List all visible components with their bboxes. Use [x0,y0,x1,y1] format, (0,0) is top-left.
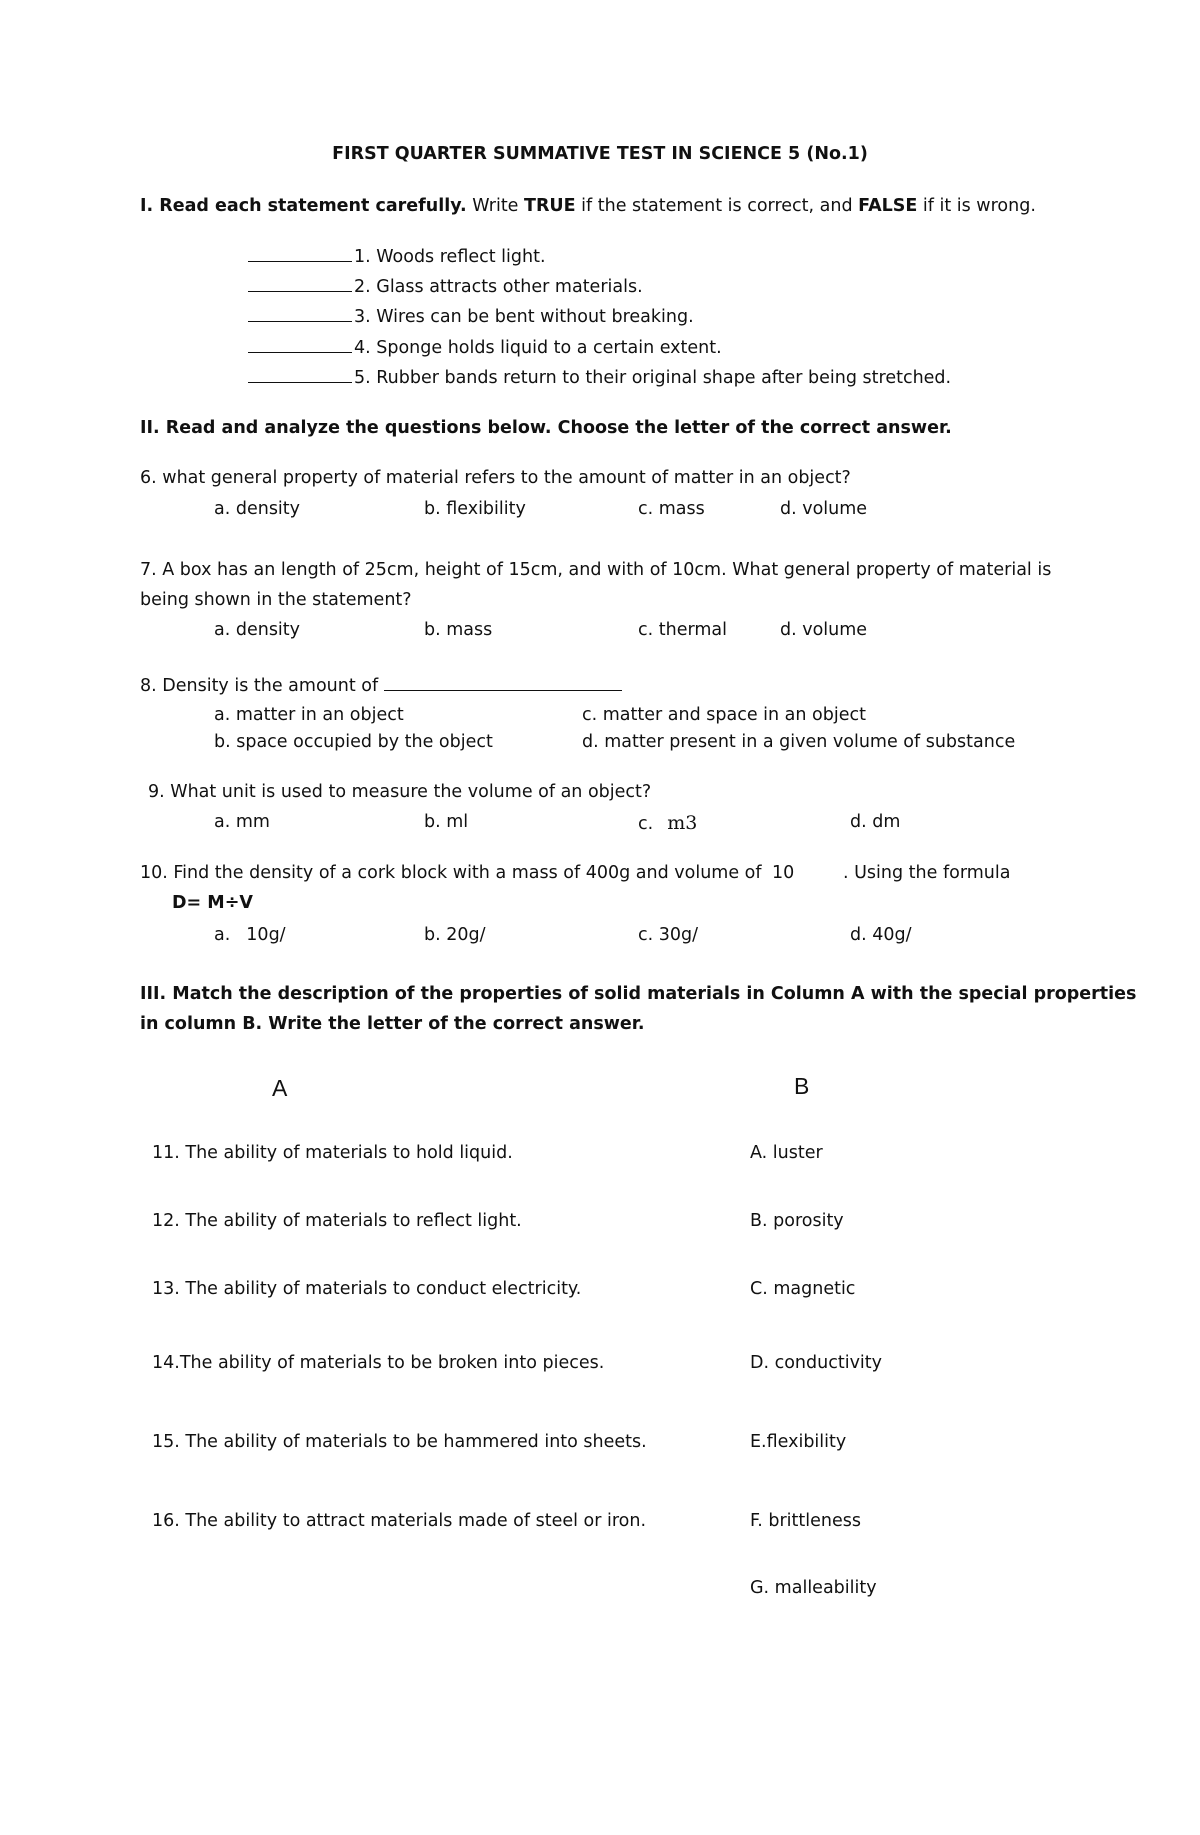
q9-option-d: d. dm [850,812,901,832]
q9-option-a: a. mm [214,812,270,832]
part1-instr-false: FALSE [858,196,918,216]
column-b-item: G. malleability [750,1578,877,1598]
q10-volume: 10 [772,863,795,883]
q8-option-b: b. space occupied by the object [214,732,493,752]
item-text: 4. Sponge holds liquid to a certain extent. [354,338,722,358]
column-b-item: B. porosity [750,1211,844,1231]
q7-option-c: c. thermal [638,620,727,640]
page-title: FIRST QUARTER SUMMATIVE TEST IN SCIENCE 5 (No.1) [332,144,868,164]
item-text: 3. Wires can be bent without breaking. [354,307,694,327]
column-a-item: 14.The ability of materials to be broken into pieces. [152,1353,605,1373]
column-a-item: 15. The ability of materials to be hammered into sheets. [152,1432,647,1452]
part1-instr-a: Write [466,196,525,216]
q6-option-b: b. flexibility [424,499,526,519]
part1-instr-c: if it is wrong. [917,196,1036,216]
item-text: 2. Glass attracts other materials. [354,277,643,297]
q6-stem: 6. what general property of material refers to the amount of matter in an object? [140,468,851,488]
q8-stem [140,675,622,697]
q7-option-a: a. density [214,620,301,640]
q9-option-c-letter: c. [638,814,654,834]
column-b-item: E.flexibility [750,1432,847,1452]
column-b-header: B [794,1073,810,1099]
q7-option-d: d. volume [780,620,868,640]
q7-stem-line1: 7. A box has an length of 25cm, height of 15cm, and with of 10cm. What general property of material is [140,560,1052,580]
answer-blank[interactable] [248,246,352,262]
q9-option-c-value: m3 [667,812,698,834]
part1-instr-bold: I. Read each statement carefully. [140,196,467,216]
column-a-item: 12. The ability of materials to reflect light. [152,1211,522,1231]
answer-blank[interactable] [248,337,352,353]
part3-instructions-line2: in column B. Write the letter of the correct answer. [140,1014,645,1034]
q10-option-c: c. 30g/ [638,925,699,945]
part2-instructions: II. Read and analyze the questions below. Choose the letter of the correct answer. [140,418,952,438]
part1-instr-b: if the statement is correct, and [575,196,859,216]
part1-instructions [140,196,1036,217]
part3-instructions-line1: III. Match the description of the properties of solid materials in Column A with the special properties [140,984,1137,1004]
q10-option-a-value: 10g/ [246,925,286,945]
q8-option-a: a. matter in an object [214,705,404,725]
item-text: 5. Rubber bands return to their original shape after being stretched. [354,368,952,388]
column-b-item: D. conductivity [750,1353,883,1373]
column-b-item: A. luster [750,1143,823,1163]
q9-option-b: b. ml [424,812,469,832]
true-false-item [248,306,694,328]
column-a-item: 11. The ability of materials to hold liquid. [152,1143,513,1163]
q8-option-d: d. matter present in a given volume of substance [582,732,1016,752]
answer-blank[interactable] [248,276,352,292]
true-false-item [248,246,546,268]
true-false-item [248,337,722,359]
part1-instr-true: TRUE [524,196,576,216]
column-b-item: C. magnetic [750,1279,856,1299]
q6-option-d: d. volume [780,499,868,519]
q10-option-d: d. 40g/ [850,925,912,945]
q10-formula: D= M÷V [172,893,253,913]
q6-option-a: a. density [214,499,301,519]
column-a-header: A [272,1075,288,1101]
q10-option-a [214,925,286,946]
q8-stem-text: 8. Density is the amount of [140,676,379,696]
q7-option-b: b. mass [424,620,493,640]
q10-option-b: b. 20g/ [424,925,486,945]
q8-option-c: c. matter and space in an object [582,705,866,725]
answer-blank[interactable] [384,675,622,691]
item-text: 1. Woods reflect light. [354,247,546,267]
answer-blank[interactable] [248,306,352,322]
true-false-item [248,276,643,298]
q10-stem-b: . Using the formula [843,863,1011,883]
true-false-item [248,367,951,389]
q6-option-c: c. mass [638,499,705,519]
answer-blank[interactable] [248,367,352,383]
column-a-item: 13. The ability of materials to conduct electricity. [152,1279,582,1299]
q10-stem: 10. Find the density of a cork block with a mass of 400g and volume of [140,863,762,883]
q7-stem-line2: being shown in the statement? [140,590,412,610]
q9-option-c [638,812,697,835]
column-b-item: F. brittleness [750,1511,861,1531]
q9-stem: 9. What unit is used to measure the volume of an object? [148,782,652,802]
q10-option-a-letter: a. [214,925,231,945]
column-a-item: 16. The ability to attract materials made of steel or iron. [152,1511,647,1531]
